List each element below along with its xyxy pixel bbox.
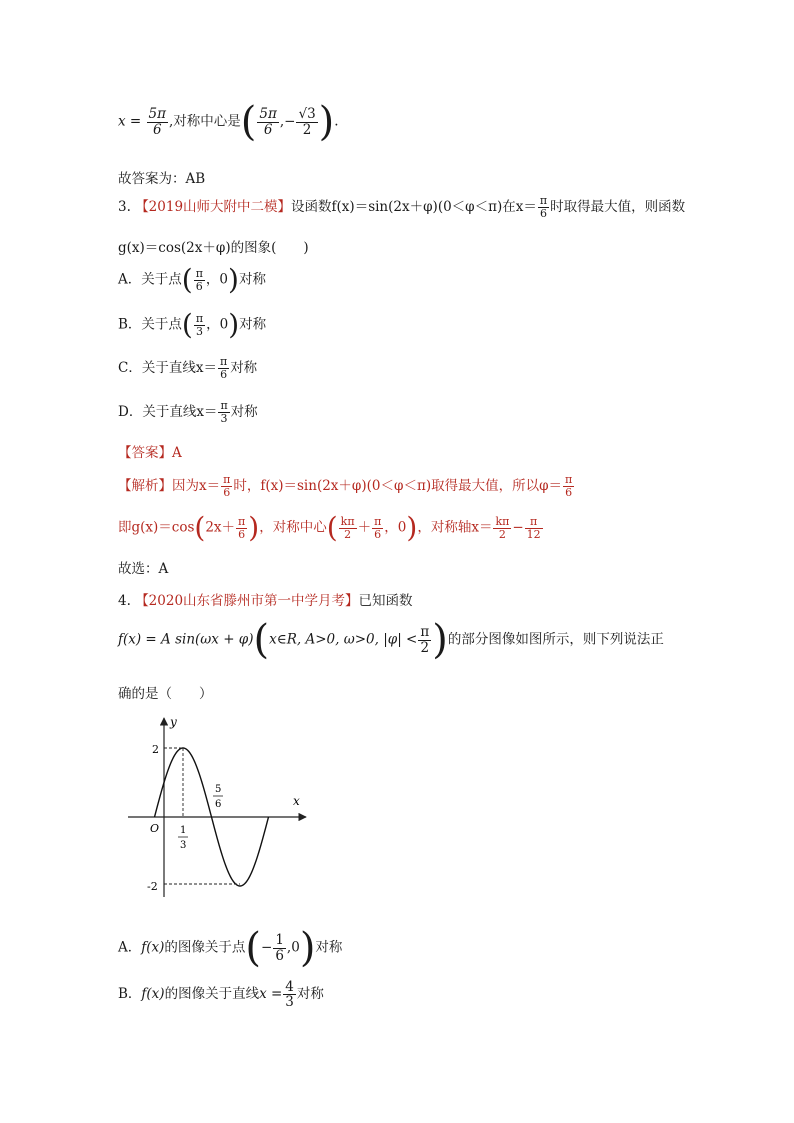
- frac-num: 5π: [259, 106, 277, 123]
- frac-den: 3: [285, 994, 294, 1011]
- q3-answer: 【答案】A: [118, 445, 182, 461]
- explanation-text: ＋: [357, 519, 372, 536]
- frac-num: π: [195, 311, 204, 325]
- explanation-text: 即g(x)＝cos: [118, 519, 195, 536]
- option-text: x =: [259, 986, 283, 1003]
- option-fraction: [218, 400, 229, 424]
- frac-den: 2: [302, 121, 312, 138]
- q3-explanation-line2: [118, 511, 544, 544]
- frac-num: kπ: [495, 514, 510, 528]
- frac-num: 4: [285, 979, 294, 995]
- q3-choice: 故选：A: [118, 561, 169, 577]
- frac-den: 6: [275, 947, 284, 964]
- frac-den: 12: [526, 527, 541, 541]
- tick-6: 6: [215, 799, 222, 810]
- q3-option-c: [118, 356, 257, 381]
- option-label: B．: [118, 986, 142, 1003]
- paren-left: (: [194, 511, 206, 544]
- frac-den: 6: [374, 527, 382, 541]
- x-label: x: [293, 794, 300, 808]
- tick-neg2: -2: [147, 880, 158, 893]
- option-label: B．关于点: [118, 316, 182, 333]
- explanation-fraction: [339, 516, 357, 540]
- answer-line: 故答案为：AB: [118, 171, 206, 187]
- prev-x-eq: x =: [118, 113, 142, 130]
- explanation-fraction: [493, 516, 511, 540]
- frac-num: 1: [275, 932, 284, 949]
- frac-num: π: [223, 473, 231, 487]
- q4-formula-line: [118, 617, 664, 663]
- option-label: A．: [118, 939, 142, 956]
- frac-den: 6: [152, 121, 162, 138]
- paren-left: (: [326, 511, 338, 544]
- prev-x-fraction: [147, 107, 168, 136]
- option-end: 对称: [230, 360, 258, 376]
- prev-comma-neg: ,−: [279, 113, 296, 130]
- tick-5: 5: [215, 784, 222, 795]
- frac-den: 6: [238, 527, 246, 541]
- q4-text2: 的部分图像如图所示，则下列说法正: [447, 631, 664, 648]
- explanation-text: 因为x＝: [172, 478, 221, 494]
- explanation-text: ，0: [384, 519, 407, 536]
- option-end: 对称: [238, 271, 266, 288]
- paren-right: ): [406, 511, 418, 544]
- option-func: f(x): [141, 986, 165, 1003]
- frac-den: 6: [263, 121, 273, 138]
- paren-right: ): [228, 263, 239, 296]
- prev-solution-line: [118, 99, 339, 145]
- option-text: 的图像关于点: [164, 939, 246, 956]
- tick-3: 3: [180, 840, 187, 851]
- option-fraction: [194, 313, 205, 337]
- frac-num: π: [238, 514, 246, 528]
- option-end: 对称: [239, 316, 267, 333]
- frac-num: π: [219, 355, 228, 369]
- paren-left: (: [245, 925, 262, 971]
- paren-left: (: [240, 99, 257, 145]
- explanation-text: ，对称中心: [259, 519, 327, 536]
- option-func: f(x): [141, 939, 165, 956]
- q4-text1: 已知函数: [358, 593, 413, 609]
- paren-right: ): [248, 511, 260, 544]
- q4-option-a: [118, 925, 343, 971]
- q4-fraction: [418, 625, 431, 654]
- frac-num: π: [220, 399, 228, 413]
- frac-num: π: [374, 514, 382, 528]
- q3-option-b: [118, 308, 267, 341]
- frac-den: 6: [220, 368, 228, 381]
- frac-num: π: [420, 624, 430, 641]
- frac-num: π: [539, 194, 548, 208]
- q3-number: 3.: [118, 199, 131, 215]
- prev-end: .: [334, 113, 339, 130]
- q3-text2: 时取得最大值，则函数: [550, 199, 686, 215]
- option-fraction: [273, 933, 286, 962]
- option-fraction: [218, 356, 229, 380]
- paren-left: (: [181, 263, 193, 296]
- frac-num: π: [195, 266, 203, 280]
- option-label: A．关于点: [118, 271, 182, 288]
- frac-den: 3: [220, 412, 228, 425]
- explanation-text: 时，f(x)＝sin(2x＋φ)(0＜φ＜π)取得最大值，所以φ＝: [233, 478, 563, 494]
- q4-number: 4.: [118, 593, 131, 609]
- q3-stem-line1: [118, 195, 685, 220]
- prev-center-text: ,对称中心是: [168, 113, 241, 130]
- q3-source: 【2019山师大附中二模】: [135, 199, 292, 215]
- paren-left: (: [253, 617, 270, 663]
- origin-label: O: [150, 822, 160, 835]
- explanation-fraction: [221, 474, 232, 498]
- frac-den: 6: [540, 207, 547, 220]
- frac-num: π: [525, 516, 543, 529]
- tick-1: 1: [180, 825, 187, 836]
- option-text: ，0: [206, 316, 229, 333]
- frac-den: 6: [223, 486, 231, 499]
- q3-text1: 设函数f(x)＝sin(2x＋φ)(0＜φ＜π)在x＝: [291, 199, 537, 215]
- explanation-text: 2x＋: [205, 519, 236, 536]
- option-text: −: [261, 939, 273, 956]
- paren-right: ): [228, 308, 240, 341]
- prev-sqrt-fraction: [296, 107, 317, 136]
- frac-num: π: [565, 473, 573, 487]
- q3-stem-line2: g(x)＝cos(2x＋φ)的图象( ): [118, 240, 309, 256]
- frac-den: 2: [420, 639, 430, 656]
- explanation-fraction: [372, 516, 383, 540]
- q4-stem-line2: 确的是（ ）: [118, 686, 213, 702]
- option-label: D．关于直线x＝: [118, 404, 218, 420]
- frac-den: 2: [498, 527, 506, 541]
- q3-option-d: [118, 400, 258, 425]
- explanation-text: −: [512, 519, 524, 536]
- q3-option-a: [118, 263, 266, 296]
- q4-formula: f(x) = A sin(ωx + φ): [118, 631, 254, 648]
- option-fraction: [194, 268, 205, 292]
- frac-num: kπ: [340, 514, 355, 528]
- explanation-fraction: [525, 516, 543, 540]
- frac-den: 3: [195, 324, 203, 338]
- tick-2: 2: [152, 743, 159, 756]
- option-end: 对称: [230, 404, 258, 420]
- paren-right: ): [432, 617, 448, 663]
- explanation-label: 【解析】: [118, 478, 172, 494]
- frac-num: 5π: [148, 106, 166, 123]
- explanation-text: ，对称轴x＝: [417, 519, 493, 536]
- paren-right: ): [318, 99, 335, 145]
- explanation-fraction: [236, 516, 247, 540]
- option-fraction: [283, 980, 296, 1009]
- prev-center-fraction: [257, 107, 278, 136]
- q3-fraction: [538, 195, 549, 219]
- q4-formula-conditions: x∈R, A>0, ω>0, |φ| <: [269, 631, 418, 648]
- frac-den: 6: [565, 486, 573, 499]
- q4-option-b: [118, 980, 324, 1009]
- paren-right: ): [299, 925, 316, 971]
- y-label: y: [170, 715, 177, 729]
- paren-left: (: [181, 308, 193, 341]
- explanation-fraction: [563, 474, 574, 498]
- option-end: 对称: [315, 939, 343, 956]
- q4-source: 【2020山东省滕州市第一中学月考】: [135, 593, 359, 609]
- option-text: ，0: [205, 271, 229, 288]
- q4-stem-line1: [118, 589, 413, 609]
- frac-den: 2: [344, 527, 352, 541]
- option-text: ,0: [286, 939, 300, 956]
- option-text: 的图像关于直线: [164, 986, 260, 1003]
- frac-den: 6: [195, 279, 203, 293]
- q3-explanation-line1: [118, 474, 575, 499]
- q4-graph: [118, 712, 318, 902]
- frac-num: √3: [298, 106, 316, 123]
- option-label: C．关于直线x＝: [118, 360, 217, 376]
- option-end: 对称: [296, 986, 324, 1003]
